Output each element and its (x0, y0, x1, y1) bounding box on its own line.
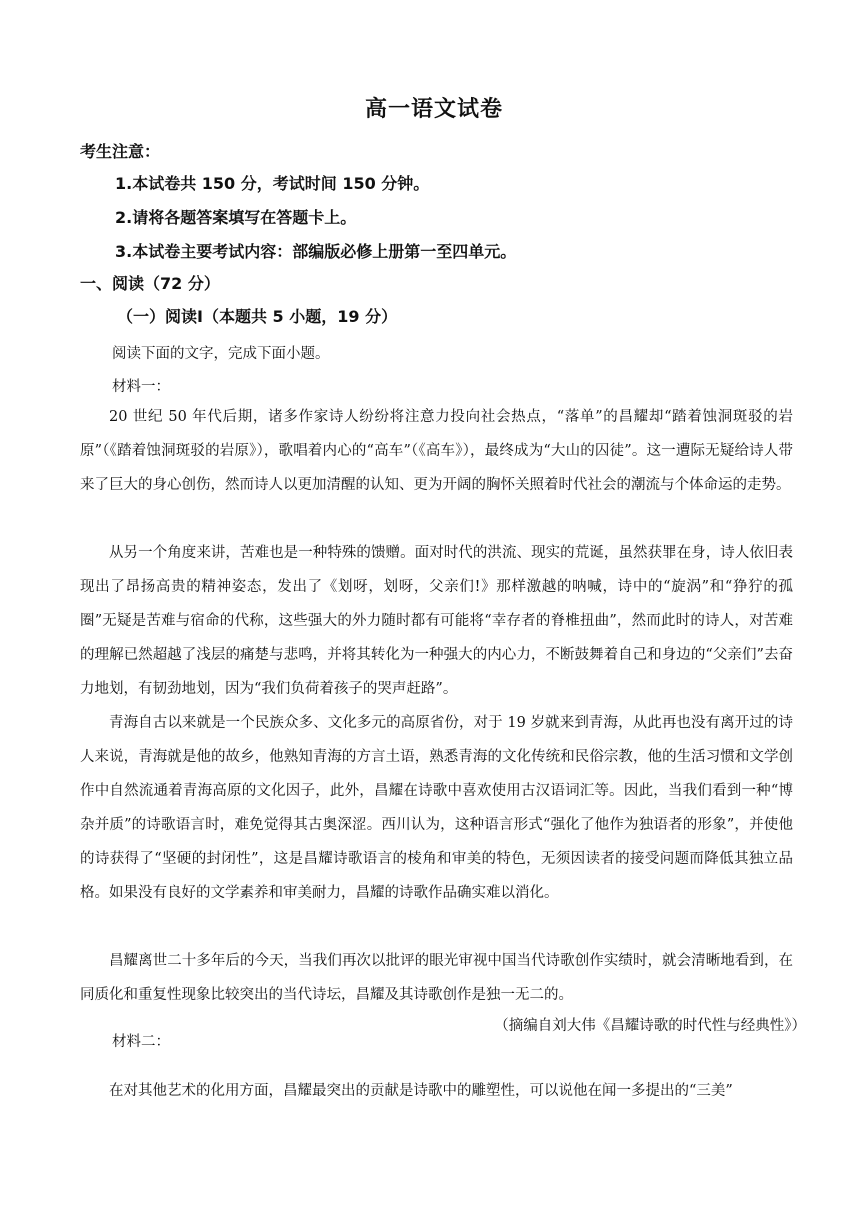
notice-heading: 考生注意： (80, 142, 161, 161)
material1-paragraph-1: 20 世纪 50 年代后期，诸多作家诗人纷纷将注意力投向社会热点，“落单”的昌耀却“踏着蚀洞斑驳的岩原”（《踏着蚀洞斑驳的岩原》），歌唱着内心的“高车”（《高车》），最终成为“大山的囚徒”。这一遭际无疑给诗人带来了巨大的身心创伤，然而诗人以更加清醒的认知、更为开阔的胸怀关照着时代社会的潮流与个体命运的走势。 (80, 409, 793, 493)
material1-paragraph-4: 昌耀离世二十多年后的今天，当我们再次以批评的眼光审视中国当代诗歌创作实绩时，就会清晰地看到，在同质化和重复性现象比较突出的当代诗坛，昌耀及其诗歌创作是独一无二的。 (80, 953, 793, 1003)
reading-instruction: 阅读下面的文字，完成下面小题。 (112, 346, 330, 362)
material2-paragraph-1: 在对其他艺术的化用方面，昌耀最突出的贡献是诗歌中的雕塑性，可以说他在闻一多提出的“三美” (109, 1083, 733, 1099)
material2-label: 材料二： (112, 1034, 170, 1050)
material1-source: （摘编自刘大伟《昌耀诗歌的时代性与经典性》） (494, 1018, 806, 1034)
subsection-heading: （一）阅读Ⅰ（本题共 5 小题，19 分） (117, 307, 398, 326)
notice-item-2: 2.请将各题答案填写在答题卡上。 (115, 208, 357, 227)
section-heading: 一、阅读（72 分） (80, 274, 220, 293)
material1-paragraph-3: 青海自古以来就是一个民族众多、文化多元的高原省份，对于 19 岁就来到青海，从此再也没有离开过的诗人来说，青海就是他的故乡，他熟知青海的方言土语，熟悉青海的文化传统和民俗宗教，他的生活习惯和文学创作中自然流通着青海高原的文化因子，此外，昌耀在诗歌中喜欢使用古汉语词汇等。因此，当我们看到一种“博杂并质”的诗歌语言时，难免觉得其古奥深涩。西川认为，这种语言形式“强化了他作为独语者的形象”，并使他的诗获得了“坚硬的封闭性”，这是昌耀诗歌语言的棱角和审美的特色，无须因读者的接受问题而降低其独立品格。如果没有良好的文学素养和审美耐力，昌耀的诗歌作品确实难以消化。 (80, 715, 793, 901)
page-title: 高一语文试卷 (364, 96, 503, 122)
notice-item-1: 1.本试卷共 150 分，考试时间 150 分钟。 (115, 174, 430, 193)
material1-label: 材料一： (112, 379, 170, 395)
material1-paragraph-2: 从另一个角度来讲，苦难也是一种特殊的馈赠。面对时代的洪流、现实的荒诞，虽然获罪在身，诗人依旧表现出了昂扬高贵的精神姿态，发出了《划呀，划呀，父亲们!》那样激越的呐喊，诗中的“旋涡”和“狰狞的孤圈”无疑是苦难与宿命的代称，这些强大的外力随时都有可能将“幸存者的脊椎扭曲”，然而此时的诗人，对苦难的理解已然超越了浅层的痛楚与悲鸣，并将其转化为一种强大的内心力，不断鼓舞着自己和身边的“父亲们”去奋力地划，有韧劲地划，因为“我们负荷着孩子的哭声赶路”。 (80, 545, 793, 697)
notice-item-3: 3.本试卷主要考试内容：部编版必修上册第一至四单元。 (115, 242, 517, 261)
